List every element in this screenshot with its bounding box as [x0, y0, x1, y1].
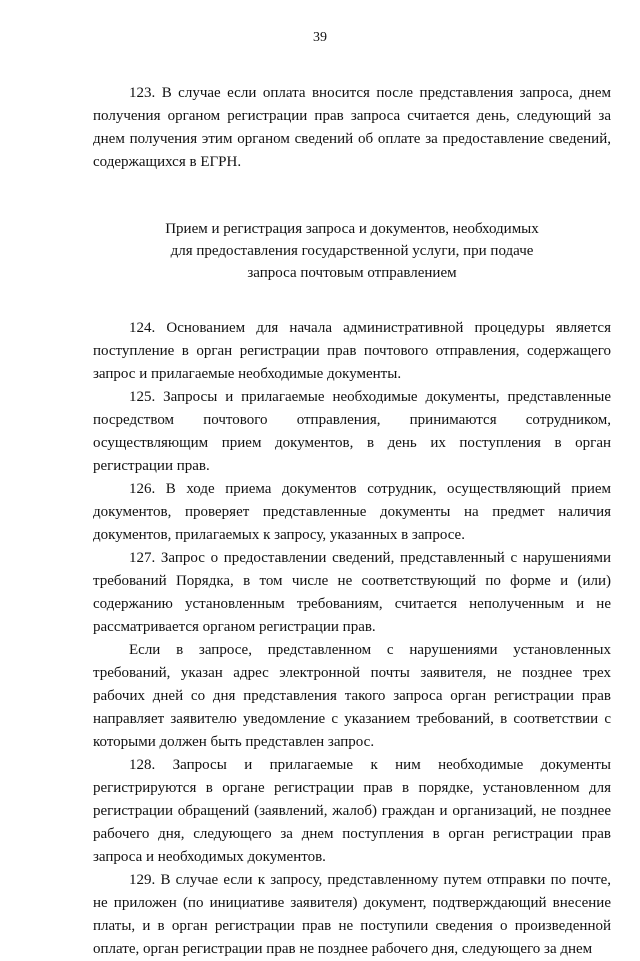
- page-number: 39: [313, 30, 327, 45]
- paragraph-123: 123. В случае если оплата вносится после представления запроса, днем получения органом регистрации прав запроса считается день, следующий за днем получения этим органом сведений об оплате за предоставление сведений, содержащихся в ЕГРН.: [93, 85, 611, 170]
- paragraph-125: 125. Запросы и прилагаемые необходимые документы, представленные посредством почтового отправления, принимаются сотрудником, осуществляющим прием документов, в день их поступления в орган регистрации прав.: [93, 389, 611, 474]
- paragraph-127: 127. Запрос о предоставлении сведений, представленный с нарушениями требований Порядка, в том числе не соответствующий по форме и (или) содержанию установленным требованиям, считается неполученным и не рассматривается органом регистрации прав.: [93, 550, 611, 635]
- paragraph-127-continued: Если в запросе, представленном с нарушениями установленных требований, указан адрес электронной почты заявителя, не позднее трех рабочих дней со дня представления такого запроса орган регистрации прав направляет заявителю уведомление с указанием требований, в соответствии с которыми должен быть представлен запрос.: [93, 642, 611, 750]
- paragraph-124: 124. Основанием для начала административной процедуры является поступление в орган регистрации прав почтового отправления, содержащего запрос и прилагаемые необходимые документы.: [93, 320, 611, 382]
- paragraph-126: 126. В ходе приема документов сотрудник, осуществляющий прием документов, проверяет представленные документы на предмет наличия документов, прилагаемых к запросу, указанных в запросе.: [93, 481, 611, 543]
- paragraph-128: 128. Запросы и прилагаемые к ним необходимые документы регистрируются в органе регистрации прав в порядке, установленном для регистрации обращений (заявлений, жалоб) граждан и организаций, не позднее рабочего дня, следующего за днем поступления в орган регистрации прав запроса и необходимых документов.: [93, 757, 611, 865]
- section-heading-line: для предоставления государственной услуги, при подаче: [170, 243, 534, 259]
- paragraph-129: 129. В случае если к запросу, представленному путем отправки по почте, не приложен (по инициативе заявителя) документ, подтверждающий внесение платы, и в орган регистрации прав не поступили сведения о произведенной оплате, орган регистрации прав не позднее рабочего дня, следующего за днем: [93, 872, 611, 957]
- section-heading-line: запроса почтовым отправлением: [247, 265, 457, 281]
- section-heading-line: Прием и регистрация запроса и документов, необходимых: [165, 221, 539, 237]
- section-heading: [93, 218, 611, 284]
- document-body: [93, 82, 611, 961]
